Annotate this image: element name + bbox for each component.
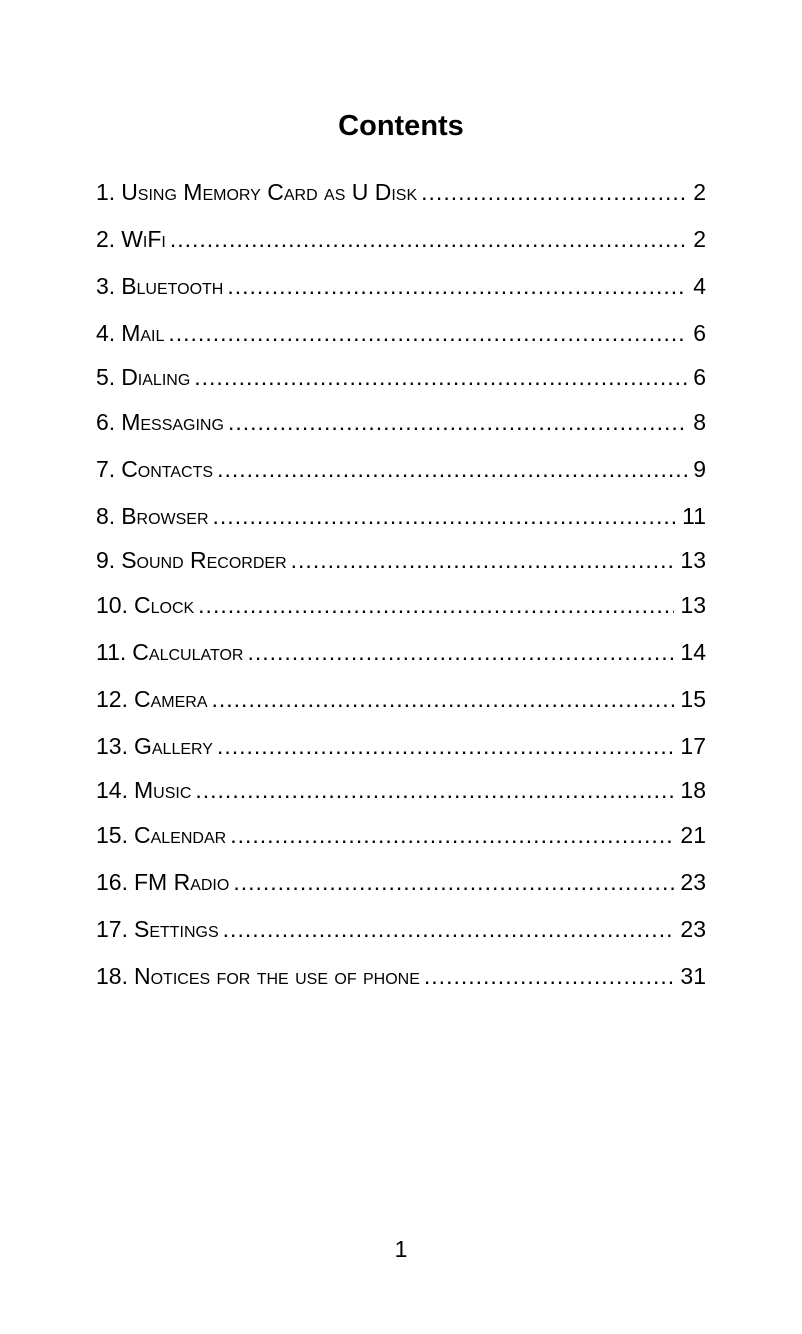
toc-entry-page: 21 (680, 821, 706, 848)
toc-entry-page: 8 (693, 408, 706, 435)
toc-entry-number: 7. (96, 455, 116, 482)
toc-entry-number: 9. (96, 547, 116, 573)
toc-entry-page: 6 (693, 364, 706, 390)
toc-entry-page: 17 (680, 732, 706, 759)
toc-entry-page: 23 (680, 868, 706, 895)
toc-entry-page: 31 (680, 962, 706, 989)
toc-entry-number: 6. (96, 408, 116, 435)
page-title: Contents (338, 110, 464, 142)
toc-entry-sound-recorder[interactable] (96, 539, 706, 581)
toc-dot-leader (168, 318, 687, 348)
toc-entry-number: 16. (96, 868, 128, 895)
toc-dot-leader (198, 590, 674, 620)
table-of-contents (96, 168, 706, 999)
toc-entry-page: 11 (682, 502, 706, 529)
toc-entry-number: 18. (96, 962, 128, 989)
toc-entry-calculator[interactable] (96, 628, 706, 675)
toc-dot-leader (227, 271, 687, 301)
toc-entry-title: Notices for the use of phone (133, 962, 420, 989)
toc-entry-music[interactable] (96, 769, 706, 811)
toc-entry-title: Sound Recorder (121, 547, 287, 573)
toc-entry-number: 12. (96, 685, 128, 712)
toc-entry-page: 2 (693, 225, 706, 252)
toc-entry-number: 4. (96, 319, 116, 346)
toc-entry-title: Clock (133, 591, 195, 618)
toc-entry-page: 23 (680, 915, 706, 942)
toc-entry-bluetooth[interactable] (96, 262, 706, 309)
toc-entry-fm-radio[interactable] (96, 858, 706, 905)
toc-entry-title: Messaging (121, 408, 224, 435)
toc-entry-number: 13. (96, 732, 128, 759)
toc-entry-page: 14 (680, 638, 706, 665)
toc-entry-number: 14. (96, 777, 128, 803)
toc-entry-dialing[interactable] (96, 356, 706, 398)
toc-entry-title: FM Radio (133, 868, 230, 895)
toc-entry-number: 1. (96, 178, 116, 205)
toc-entry-title: Calendar (133, 821, 227, 848)
toc-entry-title: Dialing (121, 364, 191, 390)
toc-entry-title: Bluetooth (121, 272, 224, 299)
toc-entry-title: Settings (133, 915, 219, 942)
toc-entry-camera[interactable] (96, 675, 706, 722)
toc-dot-leader (228, 407, 687, 437)
toc-entry-calendar[interactable] (96, 811, 706, 858)
toc-dot-leader (213, 501, 677, 531)
toc-dot-leader (291, 545, 675, 575)
toc-dot-leader (217, 731, 674, 761)
toc-entry-title: Gallery (133, 732, 213, 759)
toc-entry-number: 15. (96, 821, 128, 848)
toc-dot-leader (424, 961, 675, 991)
toc-entry-title: Calculator (132, 638, 244, 665)
toc-entry-page: 15 (680, 685, 706, 712)
toc-entry-number: 5. (96, 364, 116, 390)
toc-entry-settings[interactable] (96, 905, 706, 952)
toc-entry-title: Mail (121, 319, 165, 346)
toc-entry-browser[interactable] (96, 492, 706, 539)
toc-dot-leader (233, 867, 674, 897)
toc-entry-messaging[interactable] (96, 398, 706, 445)
toc-entry-title: Music (133, 777, 192, 803)
toc-entry-title: Browser (121, 502, 209, 529)
toc-entry-contacts[interactable] (96, 445, 706, 492)
toc-entry-number: 10. (96, 591, 128, 618)
toc-entry-using-memory-card[interactable] (96, 168, 706, 215)
toc-dot-leader (223, 914, 675, 944)
toc-entry-number: 2. (96, 225, 116, 252)
toc-entry-page: 13 (680, 547, 706, 573)
toc-entry-mail[interactable] (96, 309, 706, 356)
toc-entry-number: 3. (96, 272, 116, 299)
toc-dot-leader (194, 362, 687, 392)
toc-dot-leader (195, 775, 674, 805)
toc-entry-title: Using Memory Card as U Disk (121, 178, 418, 205)
toc-dot-leader (230, 820, 674, 850)
toc-entry-number: 11. (96, 638, 127, 665)
toc-entry-page: 6 (693, 319, 706, 346)
toc-entry-page: 9 (693, 455, 706, 482)
toc-entry-page: 2 (693, 178, 706, 205)
toc-dot-leader (247, 637, 674, 667)
toc-entry-title: WiFi (121, 225, 166, 252)
toc-entry-title: Contacts (121, 455, 214, 482)
toc-entry-page: 4 (693, 272, 706, 299)
toc-entry-page: 18 (680, 777, 706, 803)
page-number: 1 (394, 1236, 408, 1262)
toc-entry-gallery[interactable] (96, 722, 706, 769)
toc-dot-leader (170, 224, 687, 254)
toc-entry-notices[interactable] (96, 952, 706, 999)
toc-entry-number: 8. (96, 502, 116, 529)
toc-dot-leader (217, 454, 687, 484)
toc-entry-number: 17. (96, 915, 128, 942)
toc-dot-leader (212, 684, 675, 714)
toc-entry-title: Camera (133, 685, 208, 712)
toc-entry-page: 13 (680, 591, 706, 618)
toc-entry-wifi[interactable] (96, 215, 706, 262)
toc-dot-leader (421, 177, 687, 207)
toc-entry-clock[interactable] (96, 581, 706, 628)
